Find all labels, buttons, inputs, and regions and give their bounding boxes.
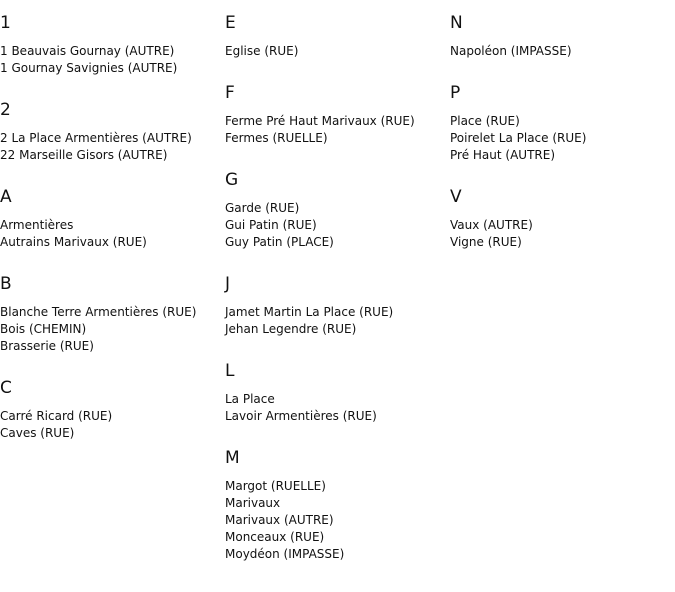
street-item[interactable]: La Place: [225, 392, 275, 406]
letter-group: [225, 13, 450, 60]
letter-heading: B: [0, 274, 12, 294]
street-item[interactable]: Jehan Legendre (RUE): [225, 322, 357, 336]
street-list: [225, 391, 450, 425]
letter-heading: J: [225, 274, 231, 294]
street-item[interactable]: Place (RUE): [450, 114, 520, 128]
letter-group: [450, 83, 675, 164]
letter-group: [225, 274, 450, 338]
street-item[interactable]: 2 La Place Armentières (AUTRE): [0, 131, 192, 145]
street-item[interactable]: Caves (RUE): [0, 426, 75, 440]
street-item[interactable]: Pré Haut (AUTRE): [450, 148, 555, 162]
street-item[interactable]: Garde (RUE): [225, 201, 300, 215]
street-list: [0, 217, 225, 251]
street-list: [225, 200, 450, 251]
street-item[interactable]: Marivaux: [225, 496, 281, 510]
street-list: [450, 43, 675, 60]
letter-group: [225, 170, 450, 251]
letter-heading: P: [450, 83, 461, 103]
street-item[interactable]: Ferme Pré Haut Marivaux (RUE): [225, 114, 415, 128]
letter-group: [0, 187, 225, 251]
letter-heading: 1: [0, 13, 11, 33]
street-item[interactable]: Margot (RUELLE): [225, 479, 326, 493]
street-list: [450, 113, 675, 164]
street-list: [0, 304, 225, 355]
letter-heading: 2: [0, 100, 11, 120]
letter-group: [0, 100, 225, 164]
letter-group: [450, 13, 675, 60]
street-item[interactable]: Poirelet La Place (RUE): [450, 131, 587, 145]
letter-group: [225, 448, 450, 563]
street-item[interactable]: Moydéon (IMPASSE): [225, 547, 345, 561]
street-item[interactable]: Fermes (RUELLE): [225, 131, 328, 145]
street-item[interactable]: 1 Beauvais Gournay (AUTRE): [0, 44, 175, 58]
street-item[interactable]: Marivaux (AUTRE): [225, 513, 334, 527]
street-item[interactable]: Autrains Marivaux (RUE): [0, 235, 147, 249]
street-item[interactable]: Gui Patin (RUE): [225, 218, 317, 232]
letter-heading: M: [225, 448, 240, 468]
letter-group: [450, 187, 675, 251]
street-item[interactable]: Guy Patin (PLACE): [225, 235, 334, 249]
letter-group: [0, 378, 225, 442]
letter-heading: V: [450, 187, 462, 207]
letter-heading: C: [0, 378, 12, 398]
street-item[interactable]: Brasserie (RUE): [0, 339, 94, 353]
street-list: [225, 113, 450, 147]
street-item[interactable]: Jamet Martin La Place (RUE): [225, 305, 394, 319]
street-list: [0, 43, 225, 77]
street-list: [225, 43, 450, 60]
letter-heading: N: [450, 13, 463, 33]
street-item[interactable]: Vigne (RUE): [450, 235, 522, 249]
index-column-3: [450, 0, 675, 251]
letter-heading: L: [225, 361, 235, 381]
street-list: [225, 304, 450, 338]
street-item[interactable]: Monceaux (RUE): [225, 530, 325, 544]
index-column-2: [225, 0, 450, 563]
letter-group: [225, 83, 450, 147]
street-list: [0, 130, 225, 164]
street-item[interactable]: Armentières: [0, 218, 74, 232]
street-list: [225, 478, 450, 563]
street-item[interactable]: Lavoir Armentières (RUE): [225, 409, 377, 423]
index-column-1: [0, 0, 225, 442]
letter-heading: F: [225, 83, 235, 103]
street-item[interactable]: Vaux (AUTRE): [450, 218, 533, 232]
letter-heading: G: [225, 170, 239, 190]
street-list: [0, 408, 225, 442]
letter-heading: E: [225, 13, 236, 33]
letter-heading: A: [0, 187, 12, 207]
street-item[interactable]: Bois (CHEMIN): [0, 322, 87, 336]
street-list: [450, 217, 675, 251]
letter-group: [0, 13, 225, 77]
street-item[interactable]: Eglise (RUE): [225, 44, 299, 58]
letter-group: [0, 274, 225, 355]
street-item[interactable]: Carré Ricard (RUE): [0, 409, 113, 423]
street-item[interactable]: 1 Gournay Savignies (AUTRE): [0, 61, 178, 75]
street-item[interactable]: Blanche Terre Armentières (RUE): [0, 305, 197, 319]
street-item[interactable]: Napoléon (IMPASSE): [450, 44, 572, 58]
letter-group: [225, 361, 450, 425]
street-item[interactable]: 22 Marseille Gisors (AUTRE): [0, 148, 168, 162]
